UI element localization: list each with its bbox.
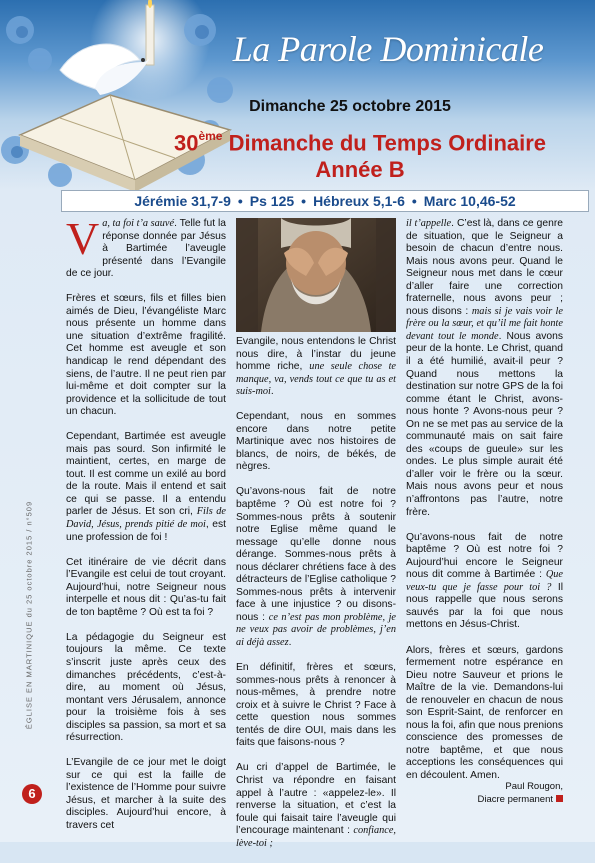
paragraph: L’Evangile de ce jour met le doigt sur ce qui est la faille de l’existence de l’Homme pour suivre Jésus, et marcher à la suite des disciples. Aujourd’hui encore, à travers cet — [66, 757, 226, 832]
liturgical-title — [150, 125, 570, 183]
liturgical-year: Année B — [315, 157, 405, 183]
quote: mais si je vais voir le frère ou la sœur, et qu’il me fait honte devant tout le monde — [406, 305, 563, 342]
sunday-suffix: ème — [198, 129, 223, 143]
article-column-1 — [66, 213, 227, 845]
paragraph: Cependant, nous en sommes encore dans notre petite Martinique avec nos histoires de blancs, de noirs, de békés, de nègres. — [236, 411, 396, 473]
reading-1: Jérémie 31,7-9 — [134, 193, 231, 209]
reading-4: Marc 10,46-52 — [423, 193, 516, 209]
paragraph-text: Cependant, Bartimée est aveugle mais pas sourd. Son infirmité le maintient, certes, en marge de tout. Il est comme un exilé au bord de la route. Mais il entend et sait ce qui se passe. Il a entendu parler de Jésus. Et son cri, — [66, 431, 226, 518]
page-number: 6 — [22, 784, 42, 804]
paragraph-text: . — [288, 637, 292, 649]
readings-bar — [61, 190, 589, 212]
paragraph-text: . Nous avons peur de la honte. Le Christ, quand il a été humilié, avait-il peur ? Quand nous mettons la destination sur notre GPS de la foi comme étant le Christ, avons-nous honte ? Avons-nous peur ? On ne se met pas au service de la communauté mais on sait faire des «coups de gueule» sur les ondes. Le plus simple aurait été d’aller voir le frère ou la sœur. Mais nous avons peur et nous n’affrontons pas l’autre, notre frère. — [406, 330, 563, 518]
author-signature — [420, 780, 563, 806]
issue-text: ÉGLISE EN MARTINIQUE du 25 octobre 2015 / n°509 — [24, 500, 34, 730]
paragraph — [66, 431, 226, 544]
paragraph — [236, 486, 396, 649]
drop-cap: V — [66, 213, 100, 264]
reading-3: Hébreux 5,1-6 — [313, 193, 405, 209]
paragraph-text: . — [270, 386, 274, 398]
sunday-date: Dimanche 25 octobre 2015 — [249, 98, 451, 115]
quote: Que veux-tu que je fasse pour toi ? — [406, 569, 563, 593]
paragraph-text: . C’est là, dans ce genre de situation, que le Seigneur a besoin de chacun d’entre nous. Mais nous avons peur. Quand le Seigneur nous met dans le cœur d’aller faire une correction fraternelle, nous avons peur ; nous disons : — [406, 218, 563, 317]
end-mark-icon — [556, 795, 563, 802]
paragraph — [66, 213, 226, 281]
article-column-3 — [406, 218, 563, 795]
quote: confiance, lève-toi ; — [236, 825, 396, 849]
masthead-title: La Parole Dominicale — [232, 29, 544, 69]
sunday-name: Dimanche du Temps Ordinaire — [222, 130, 547, 156]
paragraph-text: , est une profession de foi ! — [66, 519, 226, 543]
paragraph: La pédagogie du Seigneur est toujours la même. Ce texte s’inscrit juste après ceux des dimanches précédents, c’est-à-dire, au moment où Jésus, montant vers Jérusalem, annonce pour la troisième fois à ses disciples sa passion, sa mort et sa résurrection. — [66, 631, 226, 744]
paragraph: Cet itinéraire de vie décrit dans l’Evangile est celui de tout croyant. Aujourd’hui, notre Seigneur nous interpelle et nous dit : Qu’as-tu fait de ton baptême ? Où est ta foi ? — [66, 556, 226, 618]
paragraph-text: Il nous rappelle que nous serons sauvés par la foi que nous mettons en Jésus-Christ. — [406, 581, 564, 631]
paragraph: Alors, frères et sœurs, gardons fermement notre espérance en Dieu notre Sauveur et prions le Maître de la vie. Demandons-lui de renouveler en chacun de nous son Esprit-Saint, de renforcer en nous la foi, afin que nous prenions conscience des promesses de notre baptême, et que nous acceptions les conséquences qui en découlent. Amen. — [406, 644, 563, 781]
paragraph-text: Evangile, nous entendons le Christ nous dire, à l’instar du jeune homme riche, — [236, 336, 396, 373]
author-name: Paul Rougon, — [505, 781, 563, 792]
reading-2: Ps 125 — [249, 193, 295, 209]
paragraph: Frères et sœurs, fils et filles bien aimés de Dieu, l’évangéliste Marc nous présente un homme dans une situation d’extrême fragilité. Cet homme est aveugle et son handicap le rend dépendant des siens, de l’autre. Il ne peut rien par lui-même et doit compter sur la providence et la sollicitude de tout un chacun. — [66, 293, 226, 418]
paragraph — [236, 336, 396, 399]
paragraph — [406, 218, 563, 519]
article-column-2 — [236, 336, 396, 863]
author-role — [420, 793, 563, 806]
paragraph-text: Qu’avons-nous fait de notre baptême ? Où est notre foi ? Sommes-nous prêts à soutenir notre Eglise même quand le message qu’elle donne nous dérange. Sommes-nous prêts à nous déclarer chrétiens face à des détracteurs de l’Eglise catholique ? Sommes-nous prêts à intervenir face à une injustice ? ou disons-nous : — [236, 486, 396, 623]
sunday-number: 30 — [173, 130, 199, 156]
paragraph-text: . Telle fut la réponse donnée par Jésus à Bartimée l’aveugle présenté dans l’Evangile de ce jour. — [66, 218, 226, 280]
paragraph: En définitif, frères et sœurs, sommes-nous prêts à renoncer à nous-mêmes, à prendre notre croix et à suivre le Christ ? Face à cette question nous sommes tentés de dire OUI, mais dans les faits que faisons-nous ? — [236, 662, 396, 749]
quote: une seule chose te manque, va, vends tout ce que tu as et suis-moi — [236, 361, 396, 398]
paragraph — [406, 532, 563, 632]
reading-separator: • — [411, 193, 417, 209]
quote: ce n’est pas mon problème, je ne veux pas avoir de problèmes, j’en ai déjà assez — [236, 611, 397, 649]
vertical-issue-label — [22, 465, 36, 765]
photo-man-covering-eyes — [236, 218, 396, 332]
quote: Fils de David, Jésus, prends pitié de moi — [66, 506, 227, 531]
quote: a, ta foi t’a sauvé — [102, 218, 175, 229]
paragraph-text: Au cri d’appel de Bartimée, le Christ va répondre en faisant appel à l’autre : «appelez-le». Il renverse la situation, et c’est la foule qui faisait taire l’aveugle qui l’encourage maintenant : — [236, 762, 396, 837]
reading-separator: • — [301, 193, 307, 209]
paragraph — [236, 762, 396, 850]
paragraph-text: Qu’avons-nous fait de notre baptême ? Où est notre foi ? Aujourd’hui encore le Seigneur nous dit comme à Bartimée : — [406, 531, 563, 581]
author-title: Diacre permanent — [477, 794, 553, 805]
reading-separator: • — [237, 193, 243, 209]
quote: il t’appelle — [406, 218, 452, 229]
